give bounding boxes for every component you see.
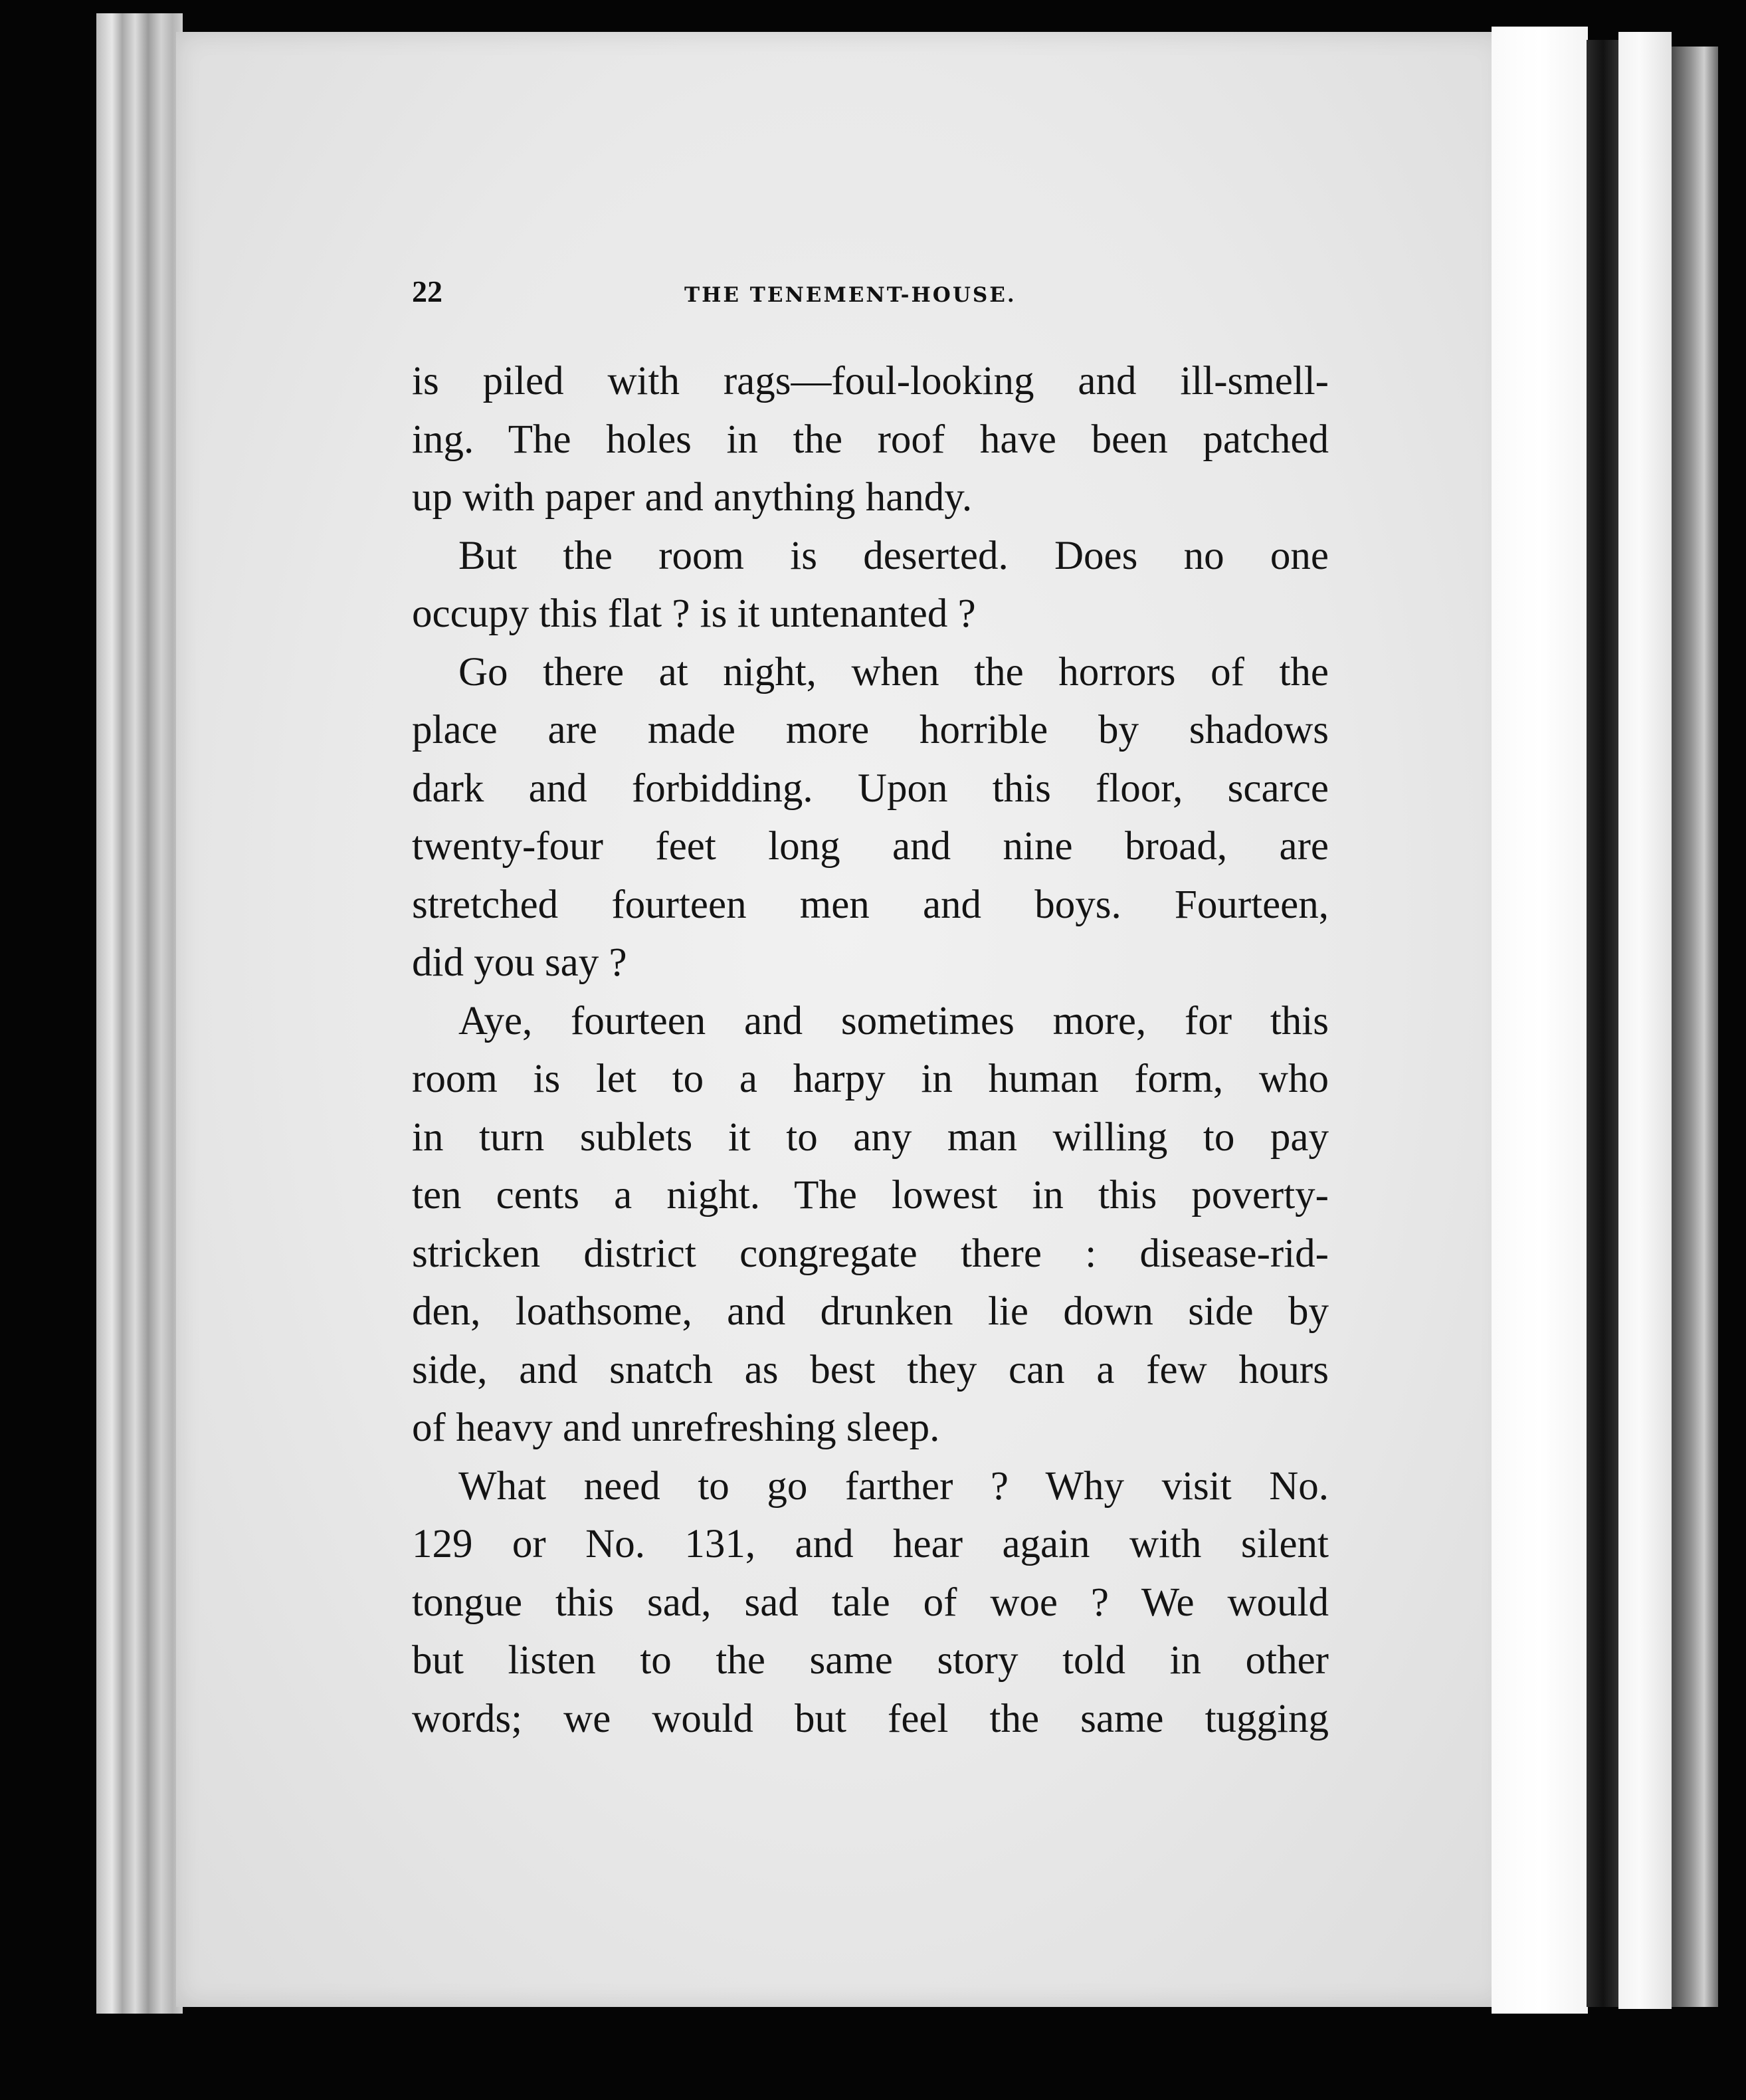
running-head: THE TENEMENT-HOUSE. bbox=[684, 283, 1017, 307]
text-line: ten cents a night. The lowest in this poverty- bbox=[412, 1173, 1329, 1217]
page-right-margin bbox=[1492, 27, 1588, 2014]
next-page-shadow bbox=[1672, 47, 1718, 2007]
text-line: tongue this sad, sad tale of woe ? We would bbox=[412, 1580, 1329, 1625]
text-line: den, loathsome, and drunken lie down side by bbox=[412, 1289, 1329, 1334]
text-line: twenty-four feet long and nine broad, are bbox=[412, 824, 1329, 869]
text-line: ing. The holes in the roof have been patched bbox=[412, 417, 1329, 462]
page-number: 22 bbox=[412, 274, 442, 308]
left-page-edges bbox=[96, 13, 183, 2014]
next-page-edge bbox=[1618, 32, 1672, 2009]
text-line: 129 or No. 131, and hear again with silent bbox=[412, 1522, 1329, 1566]
body-text bbox=[412, 352, 1329, 1748]
text-line: room is let to a harpy in human form, who bbox=[412, 1057, 1329, 1101]
book-gutter bbox=[1587, 40, 1620, 2007]
text-line: is piled with rags—foul-looking and ill-smell- bbox=[412, 359, 1329, 403]
text-line: dark and forbidding. Upon this floor, scarce bbox=[412, 766, 1329, 811]
text-line: Aye, fourteen and sometimes more, for this bbox=[458, 998, 1329, 1043]
text-line: occupy this flat ? is it untenanted ? bbox=[412, 591, 976, 636]
text-line: up with paper and anything handy. bbox=[412, 475, 973, 520]
page-header bbox=[412, 274, 1329, 314]
text-line: of heavy and unrefreshing sleep. bbox=[412, 1406, 940, 1450]
text-line: stretched fourteen men and boys. Fourteen, bbox=[412, 882, 1329, 927]
text-line: but listen to the same story told in other bbox=[412, 1638, 1329, 1683]
text-line: place are made more horrible by shadows bbox=[412, 708, 1329, 752]
text-line: words; we would but feel the same tugging bbox=[412, 1696, 1329, 1741]
text-line: in turn sublets it to any man willing to pay bbox=[412, 1114, 1329, 1160]
text-line: side, and snatch as best they can a few hours bbox=[412, 1347, 1329, 1392]
text-line: What need to go farther ? Why visit No. bbox=[458, 1463, 1329, 1509]
text-line: stricken district congregate there : disease-rid- bbox=[412, 1231, 1329, 1276]
text-line: did you say ? bbox=[412, 940, 627, 985]
text-line: But the room is deserted. Does no one bbox=[458, 533, 1329, 578]
text-line: Go there at night, when the horrors of the bbox=[458, 649, 1329, 694]
